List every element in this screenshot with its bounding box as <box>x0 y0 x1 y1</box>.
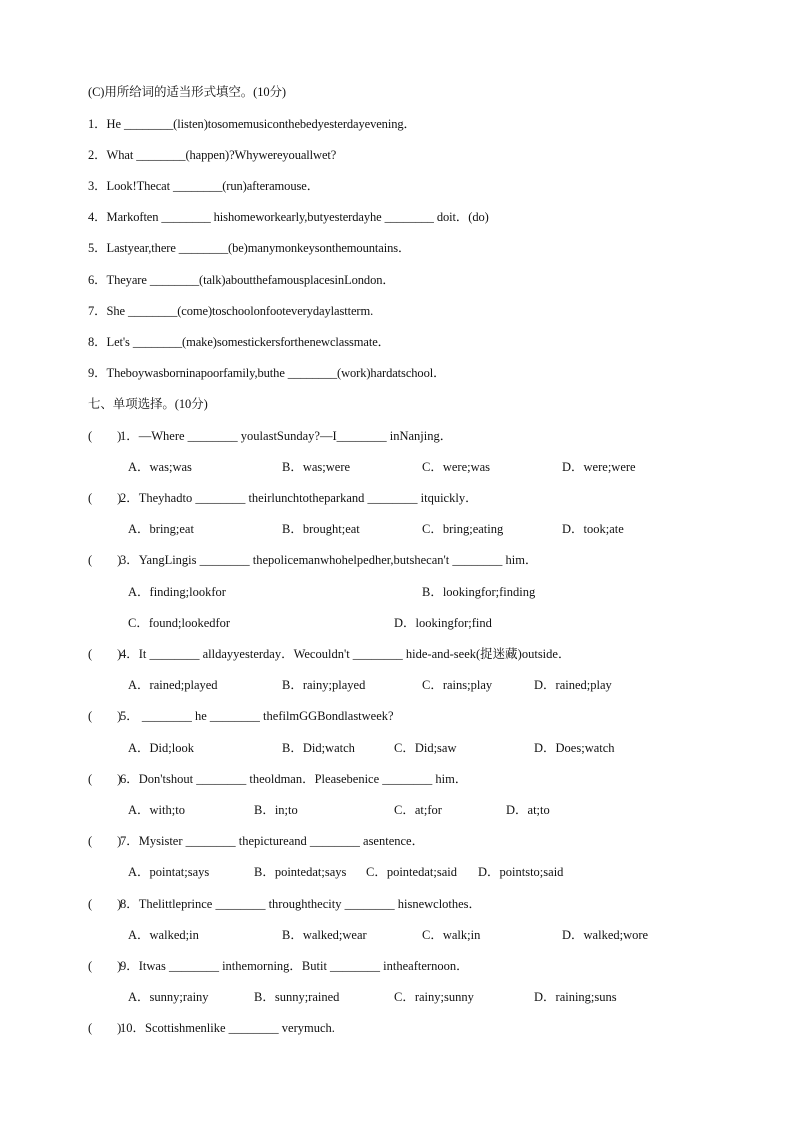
answer-paren: ( ) <box>88 709 122 723</box>
q8-option-b: B．walked;wear <box>282 928 367 942</box>
q8-option-a: A．walked;in <box>128 928 199 942</box>
q9-option-c: C．rainy;sunny <box>394 990 474 1004</box>
fill-item-6: 6．Theyare ________(talk)aboutthefamousplacesinLondon． <box>88 273 395 287</box>
question-1-stem: 1．—Where ________ youlastSunday?—I________ inNanjing． <box>120 429 453 443</box>
q6-option-c: C．at;for <box>394 803 442 817</box>
q9-option-d: D．raining;suns <box>534 990 617 1004</box>
fill-item-5: 5．Lastyear,there ________(be)manymonkeysonthemountains． <box>88 241 411 255</box>
fill-item-1: 1．He ________(listen)tosomemusiconthebedyesterdayevening． <box>88 117 416 131</box>
q9-option-b: B．sunny;rained <box>254 990 340 1004</box>
q6-option-b: B．in;to <box>254 803 298 817</box>
q1-option-c: C．were;was <box>422 460 491 474</box>
q6-option-d: D．at;to <box>506 803 550 817</box>
q6-option-a: A．with;to <box>128 803 185 817</box>
answer-paren: ( ) <box>88 772 122 786</box>
question-4-stem: 4．It ________ alldayyesterday．Wecouldn't ________ hide-and-seek(捉迷藏)outside． <box>120 647 571 661</box>
fill-item-3: 3．Look!Thecat ________(run)afteramouse． <box>88 179 320 193</box>
q9-option-a: A．sunny;rainy <box>128 990 209 1004</box>
fill-item-4: 4．Markoften ________ hishomeworkearly,butyesterdayhe ________ doit．(do) <box>88 210 489 224</box>
fill-item-7: 7．She ________(come)toschoolonfooteverydaylastterm. <box>88 304 374 318</box>
q2-option-a: A．bring;eat <box>128 522 194 536</box>
question-5-stem: 5． ________ he ________ thefilmGGBondlastweek? <box>120 709 394 723</box>
question-8-stem: 8．Thelittleprince ________ throughthecity ________ hisnewclothes． <box>120 897 482 911</box>
answer-paren: ( ) <box>88 491 122 505</box>
question-10-stem: 10．Scottishmenlike ________ verymuch. <box>120 1021 335 1035</box>
question-7-stem: 7．Mysister ________ thepictureand ________ asentence． <box>120 834 425 848</box>
q5-option-d: D．Does;watch <box>534 741 615 755</box>
answer-paren: ( ) <box>88 1021 122 1035</box>
q3-option-b: B．lookingfor;finding <box>422 585 536 599</box>
answer-paren: ( ) <box>88 553 122 567</box>
fill-item-8: 8．Let's ________(make)somestickersforthenewclassmate． <box>88 335 391 349</box>
q5-option-b: B．Did;watch <box>282 741 355 755</box>
q8-option-c: C．walk;in <box>422 928 481 942</box>
answer-paren: ( ) <box>88 959 122 973</box>
q3-option-d: D．lookingfor;find <box>394 616 492 630</box>
q5-option-a: A．Did;look <box>128 741 194 755</box>
q2-option-b: B．brought;eat <box>282 522 360 536</box>
question-9-stem: 9．Itwas ________ inthemorning．Butit ________ intheafternoon． <box>120 959 469 973</box>
q4-option-b: B．rainy;played <box>282 678 366 692</box>
q1-option-b: B．was;were <box>282 460 351 474</box>
answer-paren: ( ) <box>88 897 122 911</box>
question-6-stem: 6．Don'tshout ________ theoldman．Pleasebenice ________ him． <box>120 772 468 786</box>
q1-option-d: D．were;were <box>562 460 636 474</box>
answer-paren: ( ) <box>88 834 122 848</box>
q7-option-d: D．pointsto;said <box>478 865 564 879</box>
q7-option-c: C．pointedat;said <box>366 865 457 879</box>
q7-option-b: B．pointedat;says <box>254 865 347 879</box>
q4-option-a: A．rained;played <box>128 678 218 692</box>
question-2-stem: 2．Theyhadto ________ theirlunchtotheparkand ________ itquickly． <box>120 491 478 505</box>
q2-option-d: D．took;ate <box>562 522 624 536</box>
answer-paren: ( ) <box>88 429 122 443</box>
q3-option-c: C．found;lookedfor <box>128 616 231 630</box>
fill-item-2: 2．What ________(happen)?Whywereyouallwet? <box>88 148 337 162</box>
section-7-title: 七、单项选择。(10分) <box>88 397 208 411</box>
answer-paren: ( ) <box>88 647 122 661</box>
q5-option-c: C．Did;saw <box>394 741 457 755</box>
q8-option-d: D．walked;wore <box>562 928 649 942</box>
q4-option-d: D．rained;play <box>534 678 612 692</box>
q3-option-a: A．finding;lookfor <box>128 585 226 599</box>
fill-item-9: 9．Theboywasborninapoorfamily,buthe ________(work)hardatschool． <box>88 366 446 380</box>
q1-option-a: A．was;was <box>128 460 192 474</box>
question-3-stem: 3．YangLingis ________ thepolicemanwhohelpedher,butshecan't ________ him． <box>120 553 538 567</box>
q7-option-a: A．pointat;says <box>128 865 210 879</box>
q2-option-c: C．bring;eating <box>422 522 504 536</box>
q4-option-c: C．rains;play <box>422 678 493 692</box>
section-c-title: (C)用所给词的适当形式填空。(10分) <box>88 85 286 99</box>
